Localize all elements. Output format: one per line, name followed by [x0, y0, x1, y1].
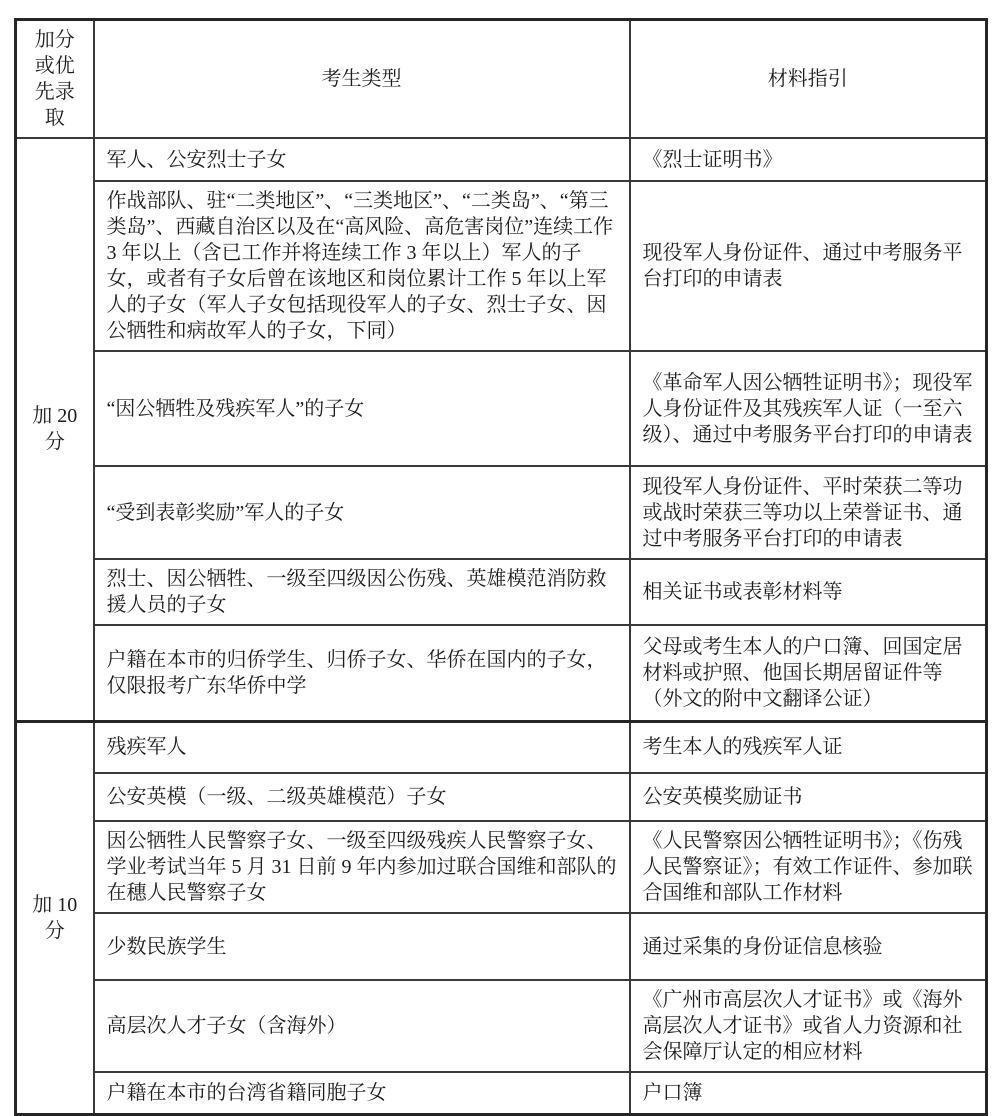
candidate-type-cell: 公安英模（一级、二级英雄模范）子女 [94, 773, 630, 821]
table-row [16, 773, 987, 821]
candidate-type-cell: 户籍在本市的归侨学生、归侨子女、华侨在国内的子女，仅限报考广东华侨中学 [94, 625, 630, 721]
material-cell: 现役军人身份证件、通过中考服务平台打印的申请表 [630, 181, 987, 351]
group-label-plus20: 加 20 分 [16, 138, 94, 721]
material-cell: 户口簿 [630, 1072, 987, 1114]
candidate-type-cell: 军人、公安烈士子女 [94, 138, 630, 181]
candidate-type-cell: 高层次人才子女（含海外） [94, 980, 630, 1072]
material-cell: 现役军人身份证件、平时荣获二等功或战时荣获三等功以上荣誉证书、通过中考服务平台打印的申请表 [630, 466, 987, 559]
material-cell: 《革命军人因公牺牲证明书》；现役军人身份证件及其残疾军人证（一至六级）、通过中考服务平台打印的申请表 [630, 351, 987, 466]
table-row [16, 138, 987, 181]
group-label-plus10: 加 10 分 [16, 721, 94, 1114]
table-row [16, 351, 987, 466]
material-cell: 父母或考生本人的户口簿、回国定居材料或护照、他国长期居留证件等（外文的附中文翻译公证） [630, 625, 987, 721]
material-cell: 考生本人的残疾军人证 [630, 721, 987, 773]
table-row [16, 821, 987, 913]
material-cell: 相关证书或表彰材料等 [630, 559, 987, 625]
candidate-type-cell: 少数民族学生 [94, 913, 630, 980]
table-row [16, 1072, 987, 1114]
table-row [16, 721, 987, 773]
header-bonus-or-priority: 加分或优先录取 [16, 20, 94, 139]
bonus-points-table [14, 18, 988, 1116]
candidate-type-cell: 户籍在本市的台湾省籍同胞子女 [94, 1072, 630, 1114]
material-cell: 《人民警察因公牺牲证明书》；《伤残人民警察证》；有效工作证件、参加联合国维和部队工作材料 [630, 821, 987, 913]
candidate-type-cell: 烈士、因公牺牲、一级至四级因公伤残、英雄模范消防救援人员的子女 [94, 559, 630, 625]
material-cell: 公安英模奖励证书 [630, 773, 987, 821]
candidate-type-cell: 残疾军人 [94, 721, 630, 773]
table-row [16, 980, 987, 1072]
table-row [16, 466, 987, 559]
table-row [16, 559, 987, 625]
candidate-type-cell: “受到表彰奖励”军人的子女 [94, 466, 630, 559]
header-material-guide: 材料指引 [630, 20, 987, 139]
candidate-type-cell: 因公牺牲人民警察子女、一级至四级残疾人民警察子女、学业考试当年 5 月 31 日前 9 年内参加过联合国维和部队的在穗人民警察子女 [94, 821, 630, 913]
material-cell: 通过采集的身份证信息核验 [630, 913, 987, 980]
table-row [16, 181, 987, 351]
material-cell: 《广州市高层次人才证书》或《海外高层次人才证书》或省人力资源和社会保障厅认定的相应材料 [630, 980, 987, 1072]
material-cell: 《烈士证明书》 [630, 138, 987, 181]
table-row [16, 913, 987, 980]
table-row [16, 625, 987, 721]
header-row [16, 20, 987, 139]
header-candidate-type: 考生类型 [94, 20, 630, 139]
candidate-type-cell: 作战部队、驻“二类地区”、“三类地区”、“二类岛”、“第三类岛”、西藏自治区以及在“高风险、高危害岗位”连续工作 3 年以上（含已工作并将连续工作 3 年以上）军人的子女，或者有子女后曾在该地区和岗位累计工作 5 年以上军人的子女（军人子女包括现役军人的子女、烈士子女、因公牺牲和病故军人的子女，下同） [94, 181, 630, 351]
candidate-type-cell: “因公牺牲及残疾军人”的子女 [94, 351, 630, 466]
